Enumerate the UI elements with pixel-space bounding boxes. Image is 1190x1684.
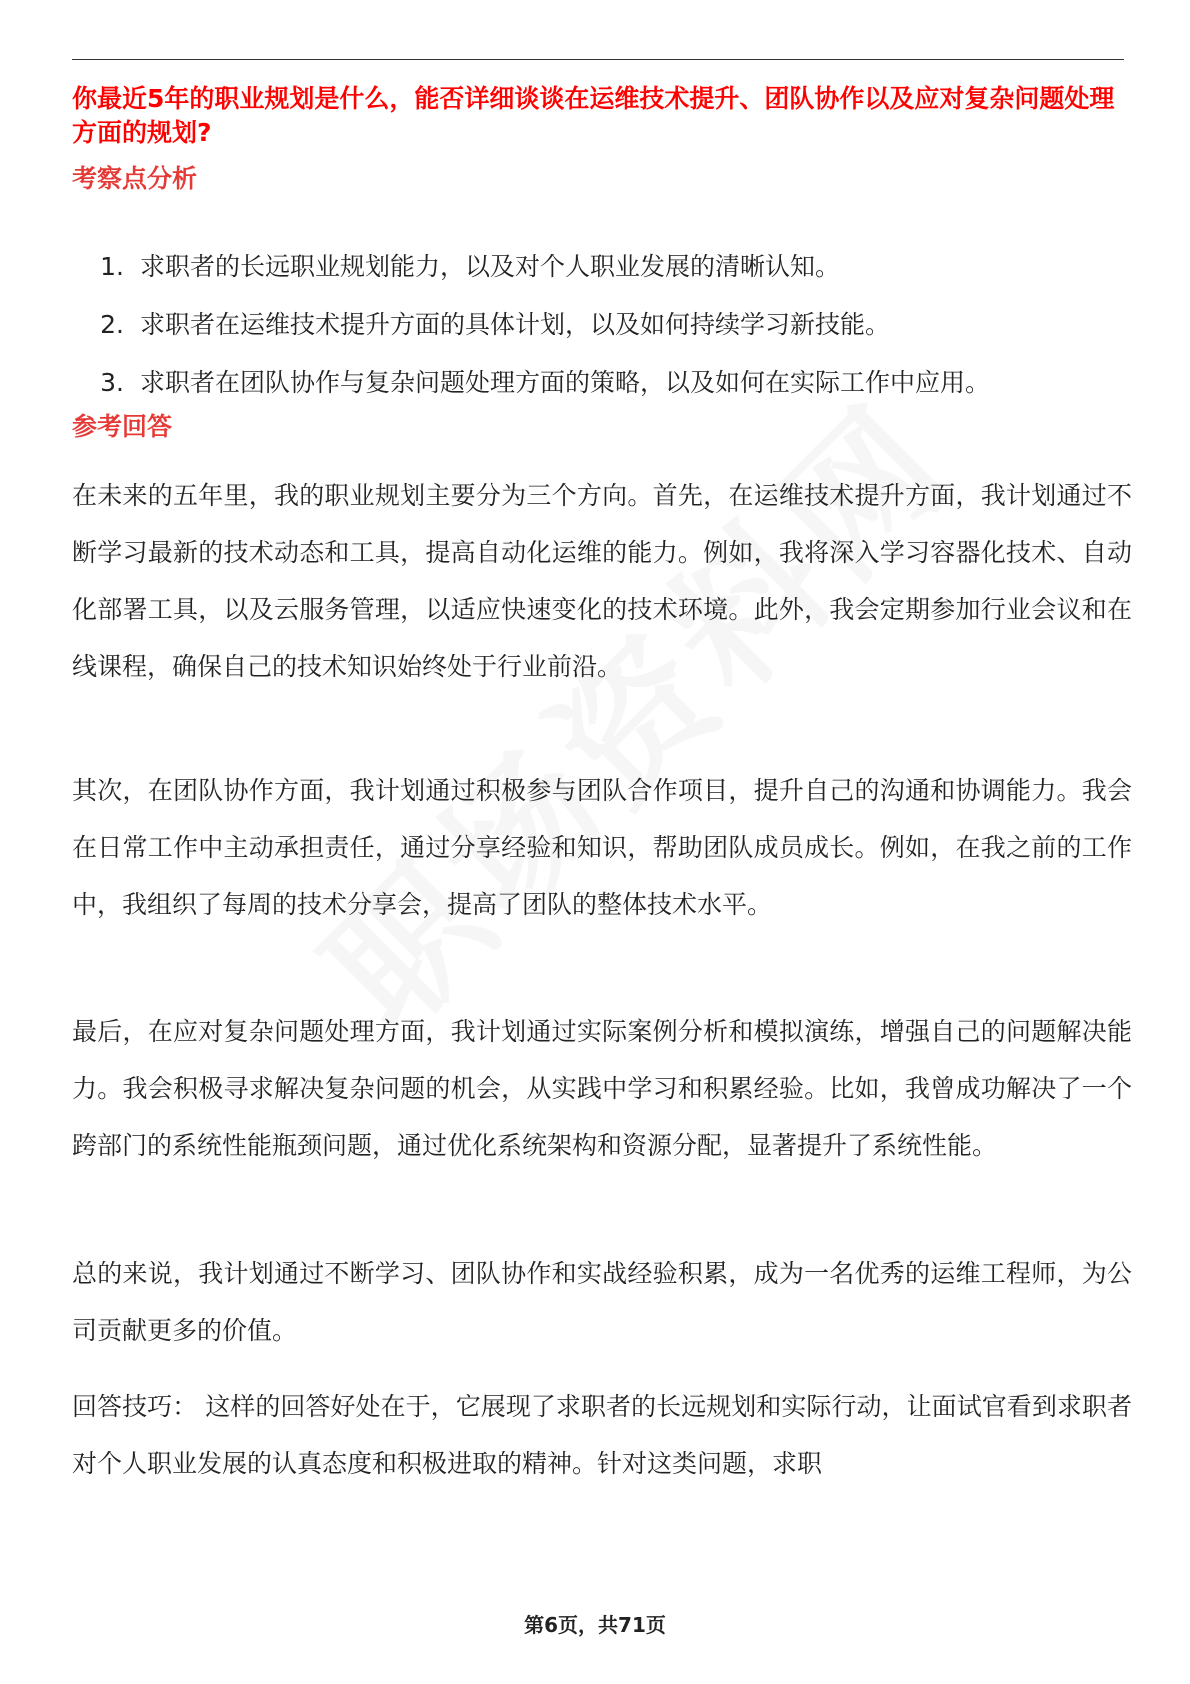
list-item [72,307,1124,365]
list-item-number: 1. [100,252,124,281]
page-number-footer: 第6页，共71页 [524,1613,666,1637]
list-item-text: 求职者的长远职业规划能力，以及对个人职业发展的清晰认知。 [140,252,841,281]
list-item [72,249,1124,307]
answer-paragraph: 最后，在应对复杂问题处理方面，我计划通过实际案例分析和模拟演练，增强自己的问题解决能力。我会积极寻求解决复杂问题的机会，从实践中学习和积累经验。比如，我曾成功解决了一个跨部门的系统性能瓶颈问题，通过优化系统架构和资源分配，显著提升了系统性能。 [72,1017,1132,1160]
list-item-number: 3. [100,368,124,397]
header-rule [72,59,1124,60]
answer-tip-paragraph: 回答技巧： 这样的回答好处在于，它展现了求职者的长远规划和实际行动，让面试官看到求职者对个人职业发展的认真态度和积极进取的精神。针对这类问题，求职 [72,1392,1132,1478]
list-item-text: 求职者在运维技术提升方面的具体计划，以及如何持续学习新技能。 [140,310,891,339]
answer-title: 参考回答 [72,412,173,441]
answer-paragraph: 在未来的五年里，我的职业规划主要分为三个方向。首先，在运维技术提升方面，我计划通过不断学习最新的技术动态和工具，提高自动化运维的能力。例如，我将深入学习容器化技术、自动化部署工具，以及云服务管理，以适应快速变化的技术环境。此外，我会定期参加行业会议和在线课程，确保自己的技术知识始终处于行业前沿。 [72,481,1132,681]
analysis-list [72,249,1124,423]
answer-paragraph: 其次，在团队协作方面，我计划通过积极参与团队合作项目，提升自己的沟通和协调能力。我会在日常工作中主动承担责任，通过分享经验和知识，帮助团队成员成长。例如，在我之前的工作中，我组织了每周的技术分享会，提高了团队的整体技术水平。 [72,776,1132,919]
analysis-title: 考察点分析 [72,164,198,193]
list-item-text: 求职者在团队协作与复杂问题处理方面的策略，以及如何在实际工作中应用。 [140,368,991,397]
answer-paragraph: 总的来说，我计划通过不断学习、团队协作和实战经验积累，成为一名优秀的运维工程师，为公司贡献更多的价值。 [72,1259,1132,1345]
list-item [72,365,1124,423]
list-item-number: 2. [100,310,124,339]
question-heading: 你最近5年的职业规划是什么，能否详细谈谈在运维技术提升、团队协作以及应对复杂问题处理方面的规划? [72,84,1115,147]
